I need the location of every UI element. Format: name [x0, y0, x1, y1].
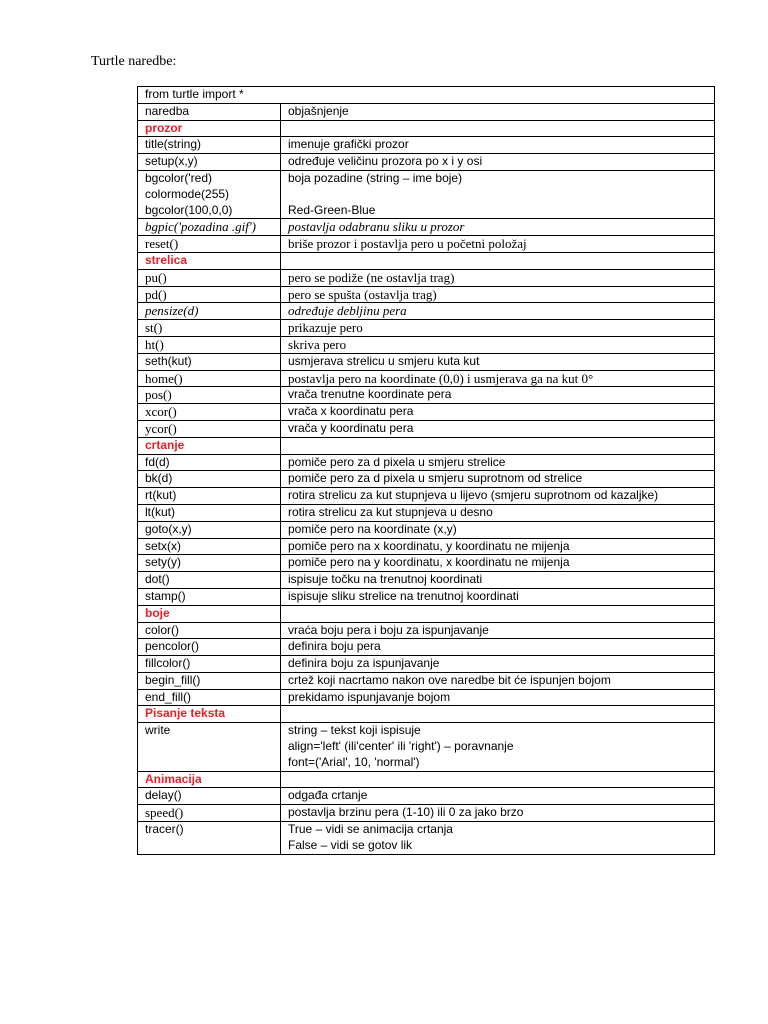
- command-cell: sety(y): [138, 555, 281, 572]
- command-cell: end_fill(): [138, 689, 281, 706]
- command-cell: begin_fill(): [138, 672, 281, 689]
- description-cell: pero se spušta (ostavlja trag): [281, 286, 715, 303]
- section-empty-cell: [281, 771, 715, 788]
- description-cell: prikazuje pero: [281, 320, 715, 337]
- command-cell: xcor(): [138, 404, 281, 421]
- command-cell: speed(): [138, 805, 281, 822]
- command-row: [138, 723, 715, 771]
- description-cell: postavlja pero na koordinate (0,0) i usmjerava ga na kut 0°: [281, 370, 715, 387]
- import-row: [138, 87, 715, 104]
- description-cell: [281, 723, 715, 771]
- section-row: [138, 706, 715, 723]
- command-line: [145, 755, 280, 771]
- header-row: [138, 103, 715, 120]
- description-cell: definira boju pera: [281, 639, 715, 656]
- command-row: [138, 656, 715, 673]
- command-row: [138, 219, 715, 236]
- command-row: [138, 588, 715, 605]
- command-row: [138, 538, 715, 555]
- command-cell: home(): [138, 370, 281, 387]
- turtle-commands-table: [137, 86, 715, 855]
- description-cell: određuje veličinu prozora po x i y osi: [281, 154, 715, 171]
- command-line: [145, 739, 280, 755]
- description-cell: ispisuje točku na trenutnoj koordinati: [281, 572, 715, 589]
- command-cell: lt(kut): [138, 504, 281, 521]
- description-cell: vrača x koordinatu pera: [281, 404, 715, 421]
- command-cell: title(string): [138, 137, 281, 154]
- command-cell: pd(): [138, 286, 281, 303]
- section-row: [138, 252, 715, 269]
- section-empty-cell: [281, 252, 715, 269]
- command-cell: [138, 723, 281, 771]
- description-cell: skriva pero: [281, 336, 715, 353]
- description-cell: definira boju za ispunjavanje: [281, 656, 715, 673]
- section-title: crtanje: [138, 437, 281, 454]
- section-title: Pisanje teksta: [138, 706, 281, 723]
- command-row: [138, 521, 715, 538]
- description-cell: pomiče pero na koordinate (x,y): [281, 521, 715, 538]
- command-row: [138, 303, 715, 320]
- description-cell: pomiče pero za d pixela u smjeru strelice: [281, 454, 715, 471]
- section-row: [138, 120, 715, 137]
- command-cell: bk(d): [138, 471, 281, 488]
- description-line: [288, 187, 714, 203]
- description-cell: pomiče pero za d pixela u smjeru suprotnom od strelice: [281, 471, 715, 488]
- page-heading: Turtle naredbe:: [91, 54, 177, 69]
- command-cell: [138, 822, 281, 855]
- command-cell: [138, 170, 281, 218]
- command-row: [138, 286, 715, 303]
- command-line: tracer(): [145, 822, 184, 837]
- command-line: [145, 838, 280, 854]
- section-row: [138, 437, 715, 454]
- header-explanation: objašnjenje: [281, 103, 715, 120]
- section-empty-cell: [281, 437, 715, 454]
- description-cell: [281, 170, 715, 218]
- section-row: [138, 605, 715, 622]
- description-line: True – vidi se animacija crtanja: [288, 822, 453, 837]
- description-line: Red-Green-Blue: [288, 202, 376, 217]
- command-row: [138, 555, 715, 572]
- command-row: [138, 572, 715, 589]
- command-row: [138, 320, 715, 337]
- command-cell: setup(x,y): [138, 154, 281, 171]
- command-row: [138, 488, 715, 505]
- command-row: [138, 353, 715, 370]
- command-row: [138, 170, 715, 218]
- description-line: font=('Arial', 10, 'normal'): [288, 754, 420, 769]
- description-cell: pomiče pero na x koordinatu, y koordinatu ne mijenja: [281, 538, 715, 555]
- command-cell: setx(x): [138, 538, 281, 555]
- description-line: align='left' (ili'center' ili 'right') – poravnanje: [288, 739, 514, 754]
- command-row: [138, 672, 715, 689]
- command-cell: bgpic('pozadina .gif'): [138, 219, 281, 236]
- description-cell: postavlja brzinu pera (1-10) ili 0 za jako brzo: [281, 805, 715, 822]
- section-title: prozor: [138, 120, 281, 137]
- description-cell: ispisuje sliku strelice na trenutnoj koordinati: [281, 588, 715, 605]
- command-row: [138, 689, 715, 706]
- command-cell: ycor(): [138, 420, 281, 437]
- command-row: [138, 387, 715, 404]
- description-cell: vrača trenutne koordinate pera: [281, 387, 715, 404]
- command-row: [138, 805, 715, 822]
- section-title: Animacija: [138, 771, 281, 788]
- command-line: write: [145, 723, 171, 738]
- description-cell: rotira strelicu za kut stupnjeva u lijevo (smjeru suprotnom od kazaljke): [281, 488, 715, 505]
- command-row: [138, 236, 715, 253]
- description-cell: određuje debljinu pera: [281, 303, 715, 320]
- command-cell: fillcolor(): [138, 656, 281, 673]
- section-empty-cell: [281, 706, 715, 723]
- command-row: [138, 336, 715, 353]
- command-row: [138, 404, 715, 421]
- command-cell: pos(): [138, 387, 281, 404]
- command-cell: pu(): [138, 269, 281, 286]
- description-line: boja pozadine (string – ime boje): [288, 170, 463, 185]
- command-cell: st(): [138, 320, 281, 337]
- section-empty-cell: [281, 120, 715, 137]
- command-line: colormode(255): [145, 186, 230, 201]
- command-cell: pencolor(): [138, 639, 281, 656]
- command-line: bgcolor(100,0,0): [145, 202, 233, 217]
- description-cell: odgađa crtanje: [281, 788, 715, 805]
- import-line: from turtle import *: [138, 87, 715, 104]
- description-cell: pomiče pero na y koordinatu, x koordinatu ne mijenja: [281, 555, 715, 572]
- command-row: [138, 454, 715, 471]
- command-row: [138, 370, 715, 387]
- command-row: [138, 137, 715, 154]
- command-cell: pensize(d): [138, 303, 281, 320]
- command-cell: fd(d): [138, 454, 281, 471]
- command-cell: goto(x,y): [138, 521, 281, 538]
- command-row: [138, 822, 715, 855]
- command-cell: dot(): [138, 572, 281, 589]
- description-cell: prekidamo ispunjavanje bojom: [281, 689, 715, 706]
- command-row: [138, 154, 715, 171]
- description-line: string – tekst koji ispisuje: [288, 723, 421, 738]
- command-cell: seth(kut): [138, 353, 281, 370]
- command-row: [138, 504, 715, 521]
- command-line: bgcolor('red): [145, 170, 212, 185]
- description-line: False – vidi se gotov lik: [288, 837, 413, 852]
- header-command: naredba: [138, 103, 281, 120]
- command-row: [138, 622, 715, 639]
- description-cell: rotira strelicu za kut stupnjeva u desno: [281, 504, 715, 521]
- description-cell: postavlja odabranu sliku u prozor: [281, 219, 715, 236]
- command-cell: reset(): [138, 236, 281, 253]
- description-cell: imenuje grafički prozor: [281, 137, 715, 154]
- section-empty-cell: [281, 605, 715, 622]
- description-cell: crtež koji nacrtamo nakon ove naredbe bit će ispunjen bojom: [281, 672, 715, 689]
- description-cell: pero se podiže (ne ostavlja trag): [281, 269, 715, 286]
- command-row: [138, 269, 715, 286]
- section-title: boje: [138, 605, 281, 622]
- command-row: [138, 420, 715, 437]
- description-cell: usmjerava strelicu u smjeru kuta kut: [281, 353, 715, 370]
- section-row: [138, 771, 715, 788]
- command-cell: stamp(): [138, 588, 281, 605]
- command-row: [138, 788, 715, 805]
- section-title: strelica: [138, 252, 281, 269]
- command-cell: ht(): [138, 336, 281, 353]
- description-cell: vraća boju pera i boju za ispunjavanje: [281, 622, 715, 639]
- table-body: [138, 87, 715, 855]
- command-row: [138, 471, 715, 488]
- description-cell: vrača y koordinatu pera: [281, 420, 715, 437]
- command-cell: rt(kut): [138, 488, 281, 505]
- description-cell: briše prozor i postavlja pero u početni položaj: [281, 236, 715, 253]
- command-cell: color(): [138, 622, 281, 639]
- command-cell: delay(): [138, 788, 281, 805]
- description-cell: [281, 822, 715, 855]
- command-row: [138, 639, 715, 656]
